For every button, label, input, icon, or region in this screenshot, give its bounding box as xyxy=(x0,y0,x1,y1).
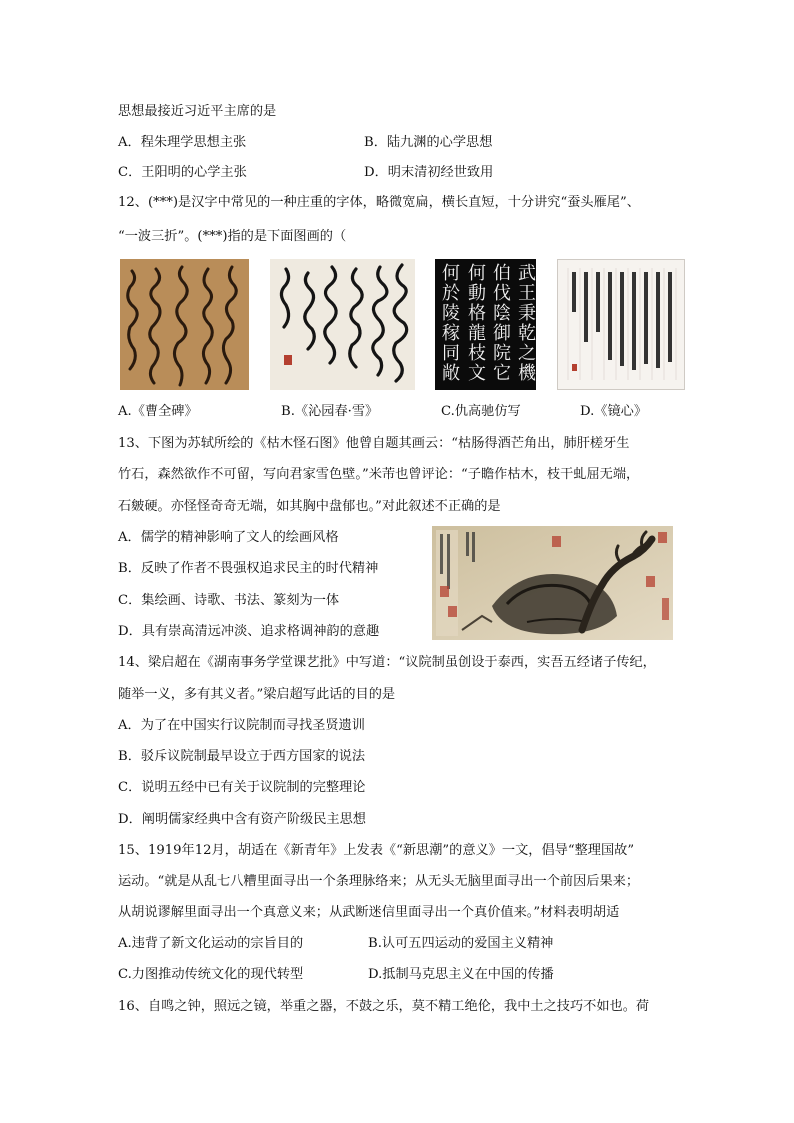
q15-option-b: B.认可五四运动的爱国主义精神 xyxy=(368,936,554,951)
q14-stem-line1: 14、梁启超在《湖南事务学堂课艺批》中写道：“议院制虽创设于泰西，实吾五经诸子传纪， xyxy=(118,655,656,670)
cursive-script-b xyxy=(270,259,415,390)
clerical-column-3: 何動格龍枝文 xyxy=(465,263,486,383)
q13-option-c: C．集绘画、诗歌、书法、篆刻为一体 xyxy=(118,593,340,608)
clerical-column-2: 伯伐陰御院它 xyxy=(490,263,511,383)
q14-option-a: A．为了在中国实行议院制而寻找圣贤遗训 xyxy=(118,718,365,733)
q13-stem-line2: 竹石，森然欲作不可留，写向君家雪色壁。”米芾也曾评论：“子瞻作枯木，枝干虬屈无端， xyxy=(118,467,640,482)
clerical-column-1: 武王秉乾之機 xyxy=(515,263,536,383)
q14-option-c: C．说明五经中已有关于议院制的完整理论 xyxy=(118,780,366,795)
q15-stem-line2: 运动。“就是从乱七八糟里面寻出一个条理脉络来；从无头无脑里面寻出一个前因后果来； xyxy=(118,874,640,889)
q12-stem-line1: 12、(***)是汉字中常见的一种庄重的字体，略微宽扁，横长直短，十分讲究“蚕头雁尾”、 xyxy=(118,195,640,210)
q14-option-d: D．阐明儒家经典中含有资产阶级民主思想 xyxy=(118,812,366,827)
q13-stem-line1: 13、下图为苏轼所绘的《枯木怪石图》他曾自题其画云：“枯肠得酒芒角出，肺肝槎牙生 xyxy=(118,436,630,451)
q11-stem: 思想最接近习近平主席的是 xyxy=(118,104,277,119)
q12-stem-line2: “一波三折”。(***)指的是下面图画的（ xyxy=(118,229,347,244)
q11-option-c: C．王阳明的心学主张 xyxy=(118,165,247,180)
clerical-column-4: 何於陵稼同敞 xyxy=(439,263,460,383)
q13-option-a: A．儒学的精神影响了文人的绘画风格 xyxy=(118,530,339,545)
q13-option-b: B．反映了作者不畏强权追求民主的时代精神 xyxy=(118,561,379,576)
q15-stem-line3: 从胡说谬解里面寻出一个真意义来；从武断迷信里面寻出一个真价值来。”材料表明胡适 xyxy=(118,905,620,920)
q11-option-a: A．程朱理学思想主张 xyxy=(118,135,247,150)
q16-stem-line1: 16、自鸣之钟，照远之镜，举重之器，不鼓之乐，莫不精工绝伦，我中土之技巧不如也。荷 xyxy=(118,999,650,1014)
calligraphy-image-a xyxy=(120,259,249,390)
q13-stem-line3: 石皴硬。亦怪怪奇奇无端，如其胸中盘郁也。”对此叙述不正确的是 xyxy=(118,499,501,514)
q12-caption-c: C.仇高驰仿写 xyxy=(441,404,521,419)
q11-option-b: B．陆九渊的心学思想 xyxy=(364,135,493,150)
calligraphy-image-b xyxy=(270,259,415,390)
q13-option-d: D．具有崇高清远冲淡、追求格调神韵的意趣 xyxy=(118,624,380,639)
q11-option-d: D．明末清初经世致用 xyxy=(364,165,494,180)
small-script-d xyxy=(558,260,684,389)
q15-option-a: A.违背了新文化运动的宗旨目的 xyxy=(118,936,304,951)
q12-caption-d: D.《镜心》 xyxy=(580,404,648,419)
withered-tree-painting xyxy=(432,526,673,640)
calligraphy-image-d xyxy=(557,259,685,390)
q12-caption-a: A.《曹全碑》 xyxy=(118,404,198,419)
calligraphy-image-c xyxy=(435,259,536,390)
q12-caption-b: B.《沁园春·雪》 xyxy=(281,404,379,419)
q15-option-c: C.力图推动传统文化的现代转型 xyxy=(118,967,304,982)
q15-stem-line1: 15、1919年12月，胡适在《新青年》上发表《“新思潮”的意义》一文，倡导“整理国故” xyxy=(118,843,635,858)
q14-stem-line2: 随举一义，多有其义者。”梁启超写此话的目的是 xyxy=(118,687,396,702)
q14-option-b: B．驳斥议院制最早设立于西方国家的说法 xyxy=(118,749,366,764)
cursive-script-a xyxy=(120,259,249,390)
q15-option-d: D.抵制马克思主义在中国的传播 xyxy=(368,967,554,982)
